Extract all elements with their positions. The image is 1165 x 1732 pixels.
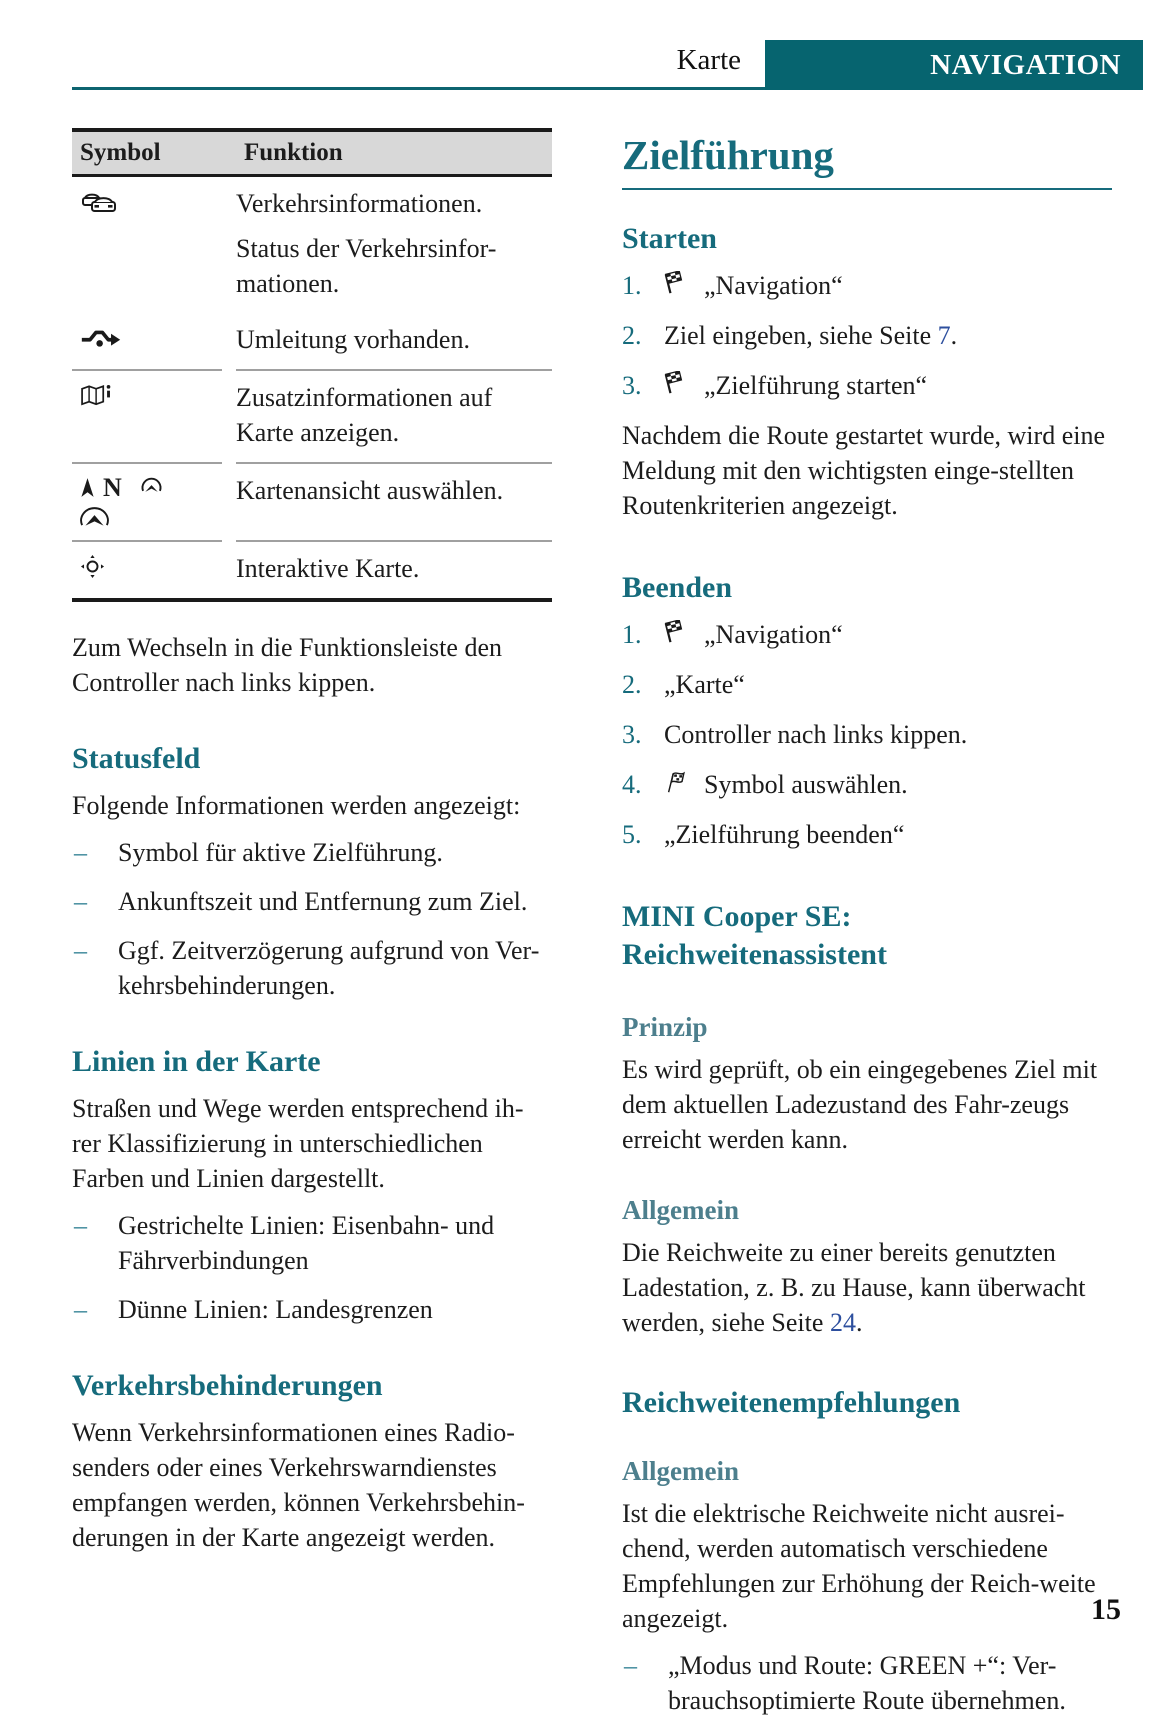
left-column xyxy=(72,128,552,1732)
numbered-item: 3. „Zielführung starten“ xyxy=(622,368,1112,403)
heading-starten: Starten xyxy=(622,222,717,255)
right-column xyxy=(622,128,1112,1732)
heading-linien: Linien in der Karte xyxy=(72,1045,321,1078)
column-header-funktion: Funktion xyxy=(244,139,343,166)
page-body xyxy=(0,90,1165,1732)
item-number: 1. xyxy=(622,271,642,300)
heading-allgemein-2: Allgemein xyxy=(622,1456,739,1486)
intro-paragraph: Zum Wechseln in die Funktionsleiste den Controller nach links kippen. xyxy=(72,633,502,697)
table-row xyxy=(72,369,552,462)
function-text: Status der Verkehrsinfor-mationen. xyxy=(236,234,497,298)
checkered-flag-icon xyxy=(664,368,704,395)
table-row xyxy=(72,540,552,598)
numbered-item: 1. „Navigation“ xyxy=(622,268,1112,303)
function-text: Zusatzinformationen auf Karte anzeigen. xyxy=(236,383,493,447)
numbered-item: 5. „Zielführung beenden“ xyxy=(622,817,1112,852)
perspective-view-icon xyxy=(80,507,109,528)
list-item: – Ggf. Zeitverzögerung aufgrund von Ver-kehrsbehinderungen. xyxy=(72,933,552,1003)
page-link-24[interactable]: 24 xyxy=(829,1308,856,1337)
wavy-flag-icon xyxy=(664,767,704,794)
page-header xyxy=(0,0,1165,90)
column-header-symbol: Symbol xyxy=(80,139,161,166)
function-text: Kartenansicht auswählen. xyxy=(236,476,504,505)
allgemein-2-paragraph: Ist die elektrische Reichweite nicht ausrei-chend, werden automatisch verschiedene Empfehlungen zur Erhöhung der Reich-weite angezeigt. xyxy=(622,1499,1096,1633)
item-number: 2. xyxy=(622,321,642,350)
starten-paragraph: Nachdem die Route gestartet wurde, wird eine Meldung mit den wichtigsten einge-stellten Routenkriterien angezeigt. xyxy=(622,421,1105,520)
verkehrsbehinderungen-paragraph: Wenn Verkehrsinformationen eines Radio-senders oder eines Verkehrswarndienstes empfangen werden, können Verkehrsbehin-derungen in der Karte angezeigt werden. xyxy=(72,1418,525,1552)
heading-reichweitenempfehlungen: Reichweitenempfehlungen xyxy=(622,1386,961,1419)
numbered-item: 1. „Navigation“ xyxy=(622,617,1112,652)
table-header-row xyxy=(72,132,552,177)
table-row xyxy=(72,313,552,369)
table-row xyxy=(72,177,552,313)
numbered-item: 2. Ziel eingeben, siehe Seite 7. xyxy=(622,318,1112,353)
prinzip-paragraph: Es wird geprüft, ob ein eingegebenes Ziel mit dem aktuellen Ladezustand des Fahr-zeugs erreicht werden kann. xyxy=(622,1055,1098,1154)
chapter-tab xyxy=(765,40,1143,90)
interactive-map-icon xyxy=(80,554,105,579)
dash-bullet: – xyxy=(74,887,87,916)
heading-verkehrsbehinderungen: Verkehrsbehinderungen xyxy=(72,1369,383,1402)
page-number: 15 xyxy=(1091,1593,1121,1626)
north-label: N xyxy=(103,472,122,502)
statusfeld-list xyxy=(72,835,552,1003)
item-number: 5. xyxy=(622,820,642,849)
dash-bullet: – xyxy=(74,1211,87,1240)
running-head-chapter: NAVIGATION xyxy=(930,48,1121,81)
checkered-flag-icon xyxy=(664,268,704,295)
heading-allgemein-1: Allgemein xyxy=(622,1195,739,1225)
starten-list xyxy=(622,268,1112,403)
dash-bullet: – xyxy=(624,1651,637,1680)
north-up-icon xyxy=(80,477,95,498)
statusfeld-intro: Folgende Informationen werden angezeigt: xyxy=(72,791,521,820)
heading-rule xyxy=(622,188,1112,190)
dash-bullet: – xyxy=(74,838,87,867)
dash-bullet: – xyxy=(74,1295,87,1324)
table-row xyxy=(72,462,552,540)
dash-bullet: – xyxy=(74,936,87,965)
beenden-list xyxy=(622,617,1112,852)
heading-statusfeld: Statusfeld xyxy=(72,742,201,775)
item-number: 3. xyxy=(622,720,642,749)
numbered-item: 3. Controller nach links kippen. xyxy=(622,717,1112,752)
traffic-info-icon xyxy=(80,189,118,215)
list-item: – Symbol für aktive Zielführung. xyxy=(72,835,552,870)
function-text: Verkehrsinformationen. xyxy=(236,189,483,218)
heading-mini-cooper-se: MINI Cooper SE: Reichweitenassistent xyxy=(622,900,887,971)
checkered-flag-icon xyxy=(664,617,704,644)
allgemein-2-list xyxy=(622,1648,1112,1718)
list-item: – Gestrichelte Linien: Eisenbahn- und Fährverbindungen xyxy=(72,1208,552,1278)
heading-up-icon xyxy=(140,476,163,499)
map-info-icon xyxy=(80,383,113,408)
numbered-item: 4. Symbol auswählen. xyxy=(622,767,1112,802)
linien-paragraph: Straßen und Wege werden entsprechend ih-rer Klassifizierung in unterschiedlichen Farben und Linien dargestellt. xyxy=(72,1094,524,1193)
item-number: 1. xyxy=(622,620,642,649)
header-rule xyxy=(72,87,765,90)
linien-list xyxy=(72,1208,552,1327)
function-text: Interaktive Karte. xyxy=(236,554,420,583)
item-number: 4. xyxy=(622,770,642,799)
page-link-7[interactable]: 7 xyxy=(937,321,951,350)
allgemein-1-paragraph: Die Reichweite zu einer bereits genutzten Ladestation, z. B. zu Hause, kann überwacht werden, siehe Seite 24. xyxy=(622,1238,1086,1337)
heading-beenden: Beenden xyxy=(622,571,733,604)
item-number: 3. xyxy=(622,371,642,400)
detour-icon xyxy=(80,325,122,349)
symbol-function-table xyxy=(72,128,552,602)
list-item: – Dünne Linien: Landesgrenzen xyxy=(72,1292,552,1327)
function-text: Umleitung vorhanden. xyxy=(236,325,470,354)
running-head-section: Karte xyxy=(676,44,741,76)
list-item: – Ankunftszeit und Entfernung zum Ziel. xyxy=(72,884,552,919)
heading-prinzip: Prinzip xyxy=(622,1012,708,1042)
item-number: 2. xyxy=(622,670,642,699)
list-item: – „Modus und Route: GREEN +“: Ver-brauchsoptimierte Route übernehmen. xyxy=(622,1648,1112,1718)
heading-zielfuehrung: Zielführung xyxy=(622,132,834,178)
map-view-icons xyxy=(80,472,190,528)
numbered-item: 2. „Karte“ xyxy=(622,667,1112,702)
